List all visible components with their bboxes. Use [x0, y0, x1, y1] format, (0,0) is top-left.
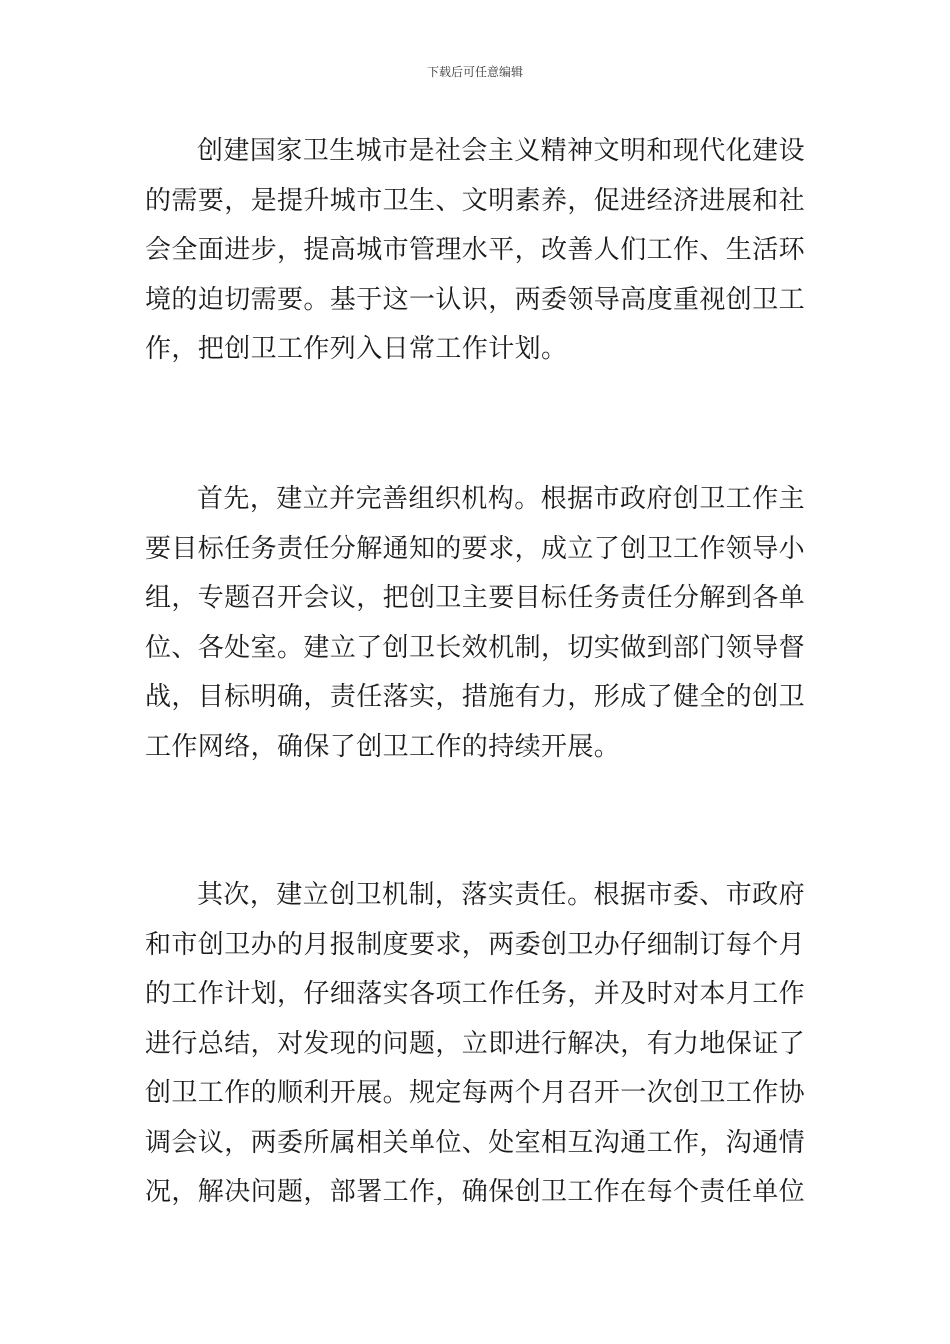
paragraph-intro: 创建国家卫生城市是社会主义精神文明和现代化建设的需要，是提升城市卫生、文明素养，促进经济进展和社会全面进步，提高城市管理水平，改善人们工作、生活环境的迫切需要。基于这一认识，两委领导高度重视创卫工作，把创卫工作列入日常工作计划。	[145, 136, 806, 364]
paragraph-organization: 首先，建立并完善组织机构。根据市政府创卫工作主要目标任务责任分解通知的要求，成立了创卫工作领导小组，专题召开会议，把创卫主要目标任务责任分解到各单位、各处室。建立了创卫长效机制，切实做到部门领导督战，目标明确，责任落实，措施有力，形成了健全的创卫工作网络，确保了创卫工作的持续开展。	[145, 484, 806, 762]
paragraph-mechanism: 其次，建立创卫机制，落实责任。根据市委、市政府和市创卫办的月报制度要求，两委创卫办仔细制订每个月的工作计划，仔细落实各项工作任务，并及时对本月工作进行总结，对发现的问题，立即进行解决，有力地保证了创卫工作的顺利开展。规定每两个月召开一次创卫工作协调会议，两委所属相关单位、处室相互沟通工作，沟通情况，解决问题，部署工作，确保创卫工作在每个责任单位	[145, 880, 806, 1207]
header-note: 下载后可任意编辑	[426, 65, 523, 79]
